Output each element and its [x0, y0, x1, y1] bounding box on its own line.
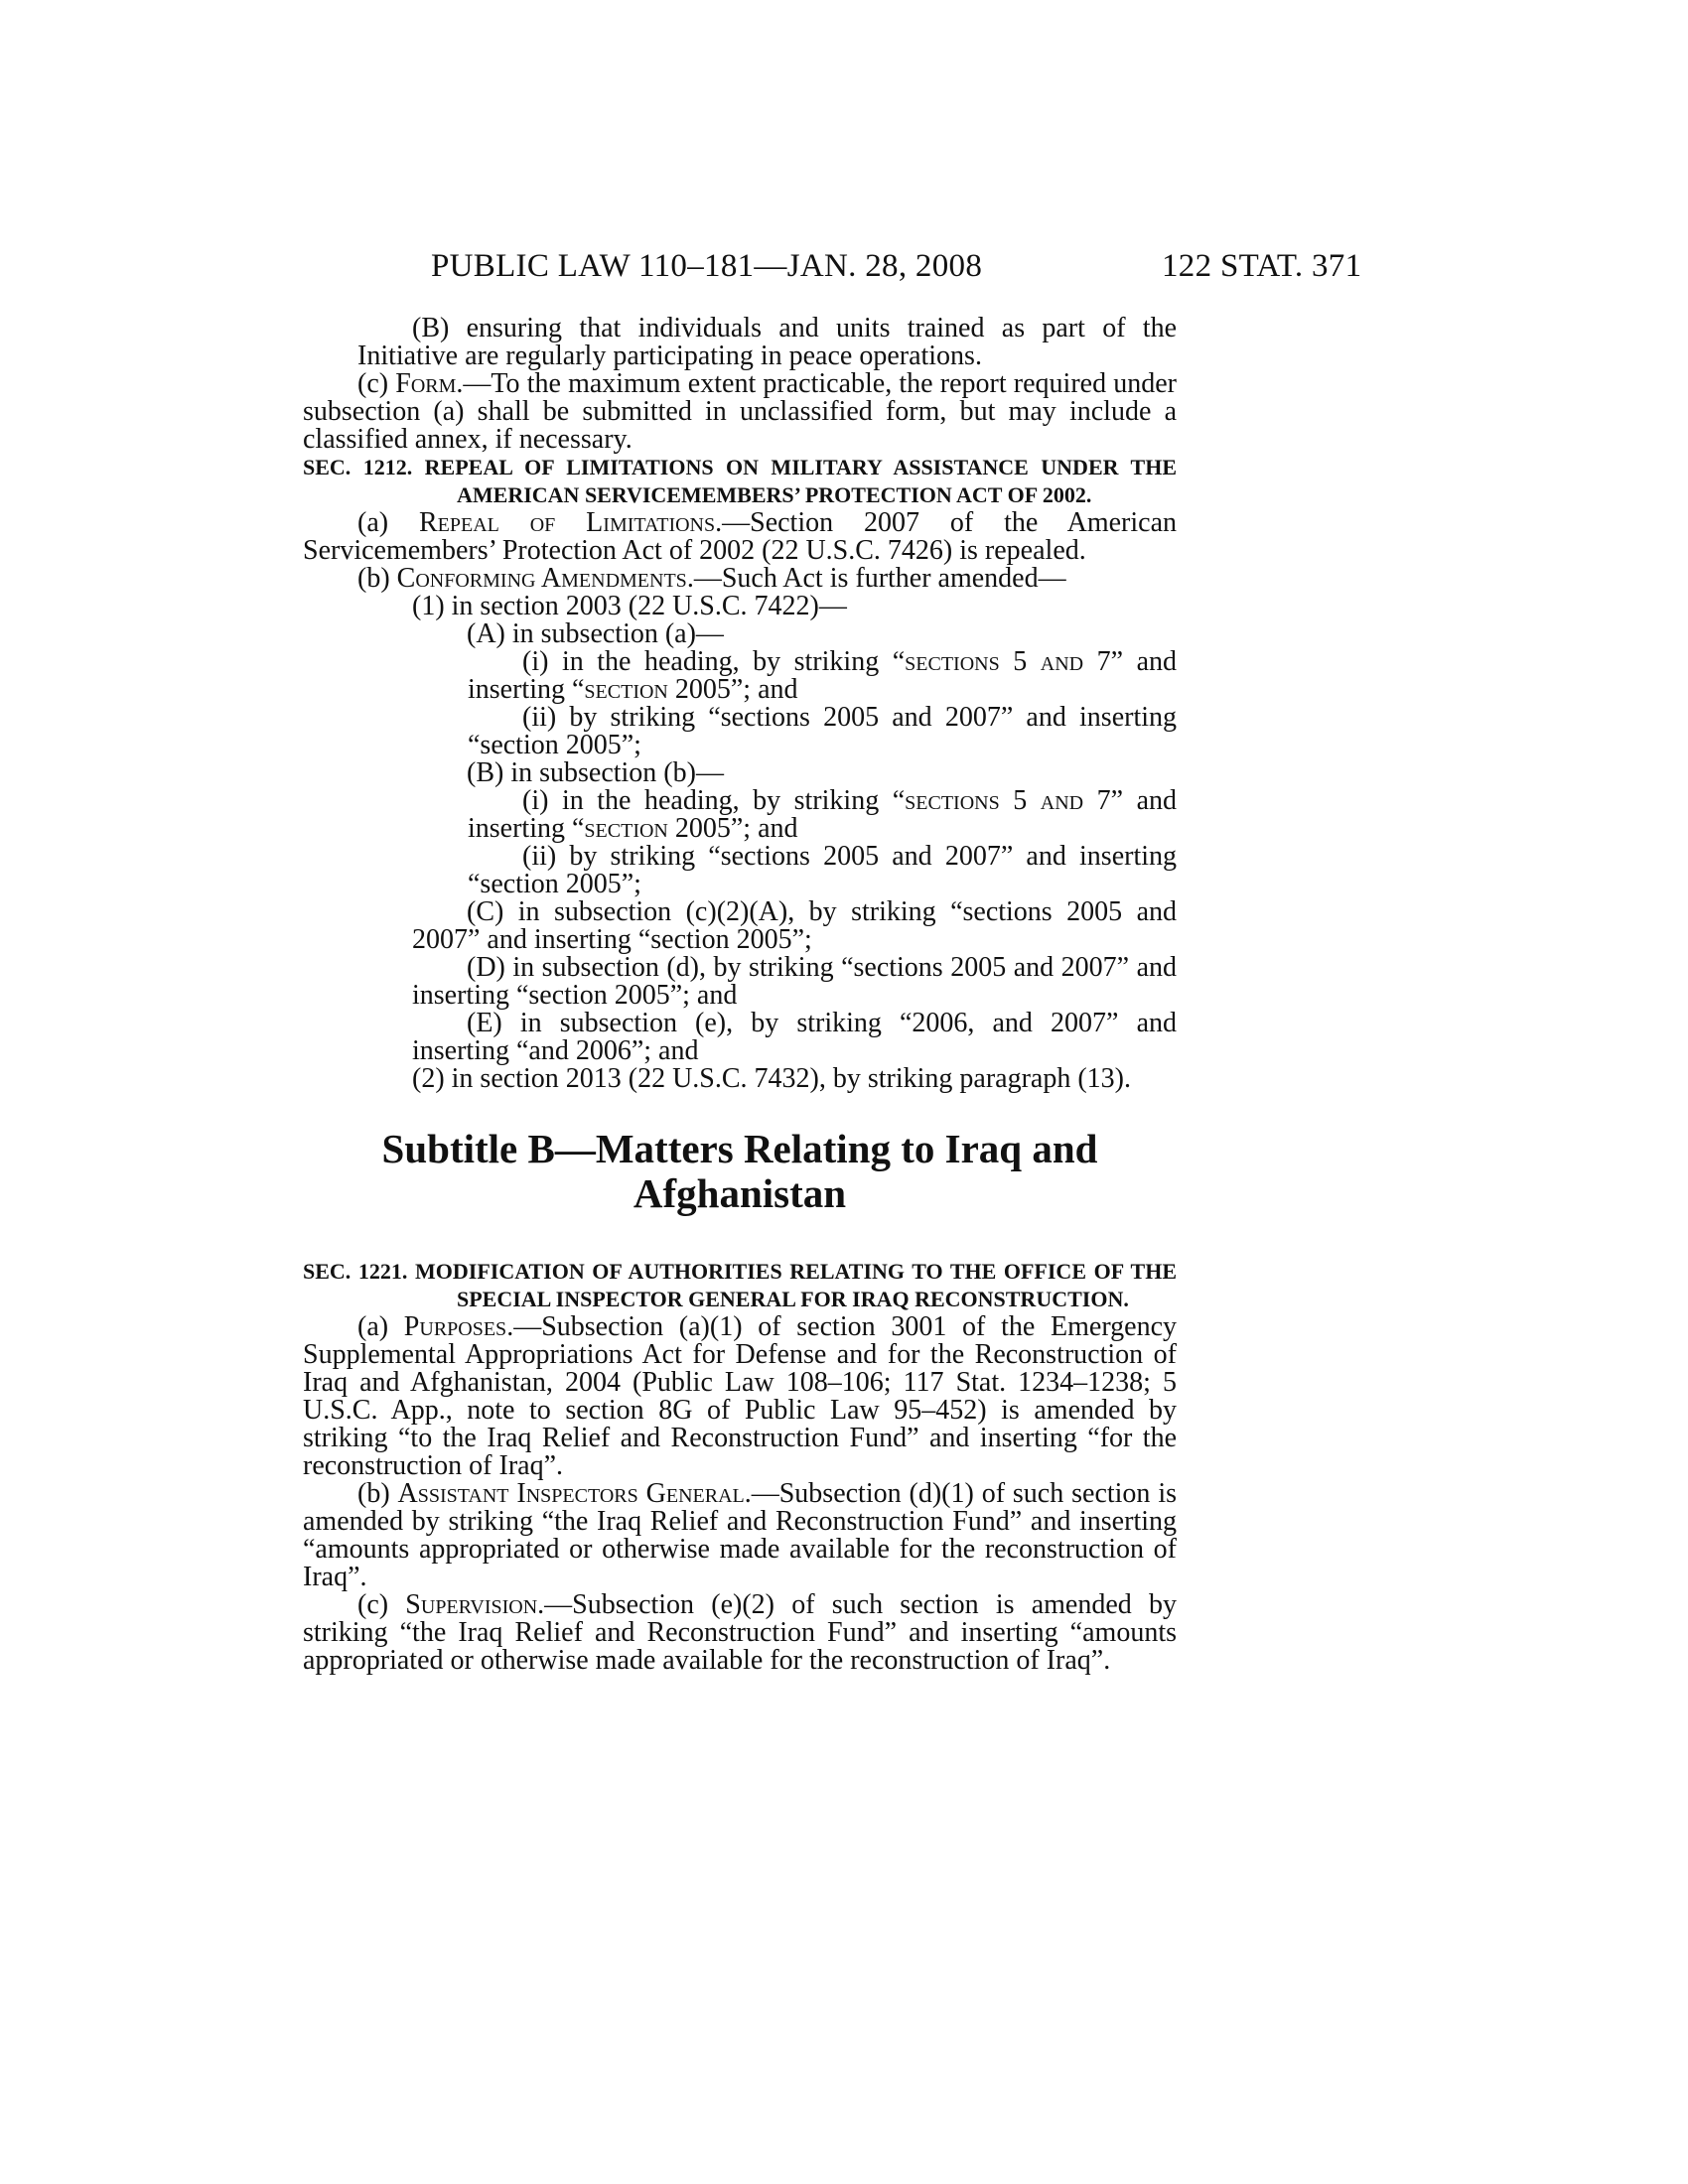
section-heading-1221: SEC. 1221. MODIFICATION OF AUTHORITIES RELATING TO THE OFFICE OF THE SPECIAL INSPECTOR GENERAL FOR IRAQ RECONSTRUCTION.: [303, 1259, 1177, 1311]
document-body: [303, 315, 1177, 1675]
section-heading-1212: SEC. 1212. REPEAL OF LIMITATIONS ON MILITARY ASSISTANCE UNDER THE AMERICAN SERVICEMEMBERS’ PROTECTION ACT OF 2002.: [303, 455, 1177, 507]
paragraph-text: .—Subsection (e)(2) of such section is amended by striking “the Iraq Relief and Reconstruction Fund” and inserting “amounts appropriated or otherwise made available for the reconstruction of Iraq”.: [303, 1589, 1177, 1676]
paragraph-heading: Form: [395, 368, 457, 399]
text-run: 7” and inserting “: [468, 646, 1177, 705]
paragraph-text: .—Subsection (a)(1) of section 3001 of the Emergency Supplemental Appropriations Act for Defense and for the Reconstruction of Iraq and Afghanistan, 2004 (Public Law 108–106; 117 Stat. 1234–1238; 5 U.S.C. App., note to section 8G of Public Law 95–452) is amended by striking “to the Iraq Relief and Reconstruction Fund” and inserting “for the reconstruction of Iraq”.: [303, 1311, 1177, 1481]
paragraph-b-conforming: [303, 565, 1177, 593]
small-caps-run: and: [1040, 646, 1084, 677]
small-caps-run: section: [584, 813, 668, 844]
paragraph-c-supervision: [303, 1591, 1177, 1675]
subtitle-heading: Subtitle B—Matters Relating to Iraq and Afghanistan: [381, 1126, 1098, 1216]
paragraph-heading: Assistant Inspectors General: [397, 1478, 745, 1509]
paragraph-text: .—Subsection (d)(1) of such section is amended by striking “the Iraq Relief and Reconstruction Fund” and inserting “amounts appropriated or otherwise made available for the reconstruction of Iraq”.: [303, 1478, 1177, 1592]
text-run: (i) in the heading, by striking “: [522, 785, 906, 816]
paragraph-c-form: [303, 370, 1177, 454]
paragraph-E: (E) in subsection (e), by striking “2006, and 2007” and inserting “and 2006”; and: [412, 1008, 1177, 1066]
paragraph-A-ii: (ii) by striking “sections 2005 and 2007” and inserting “section 2005”;: [468, 702, 1177, 760]
running-header-page-cite: 122 STAT. 371: [1162, 248, 1362, 284]
paragraph-label: (a): [357, 507, 419, 538]
small-caps-run: and: [1040, 785, 1084, 816]
paragraph-text: .—Section 2007 of the American Servicemembers’ Protection Act of 2002 (22 U.S.C. 7426) is repealed.: [303, 507, 1178, 566]
paragraph-text: .—Such Act is further amended—: [686, 563, 1066, 594]
small-caps-run: sections: [905, 646, 1000, 677]
paragraph-B-ii: (ii) by striking “sections 2005 and 2007” and inserting “section 2005”;: [468, 841, 1177, 899]
text-run: 5: [999, 785, 1041, 816]
text-run: 5: [999, 646, 1041, 677]
text-run: 7” and inserting “: [468, 785, 1177, 844]
text-run: 2005”; and: [667, 674, 798, 705]
paragraph-B-subsection-b: (B) in subsection (b)—: [467, 757, 724, 788]
paragraph-label: (c): [357, 1589, 406, 1620]
running-header-law: PUBLIC LAW 110–181—JAN. 28, 2008: [431, 248, 983, 284]
paragraph-b-ensuring: (B) ensuring that individuals and units trained as part of the Initiative are regularly participating in peace operations.: [357, 313, 1177, 371]
paragraph-1-section-2003: (1) in section 2003 (22 U.S.C. 7422)—: [412, 591, 847, 621]
paragraph-heading: Repeal of Limitations: [418, 507, 716, 538]
paragraph-A-subsection-a: (A) in subsection (a)—: [467, 618, 724, 649]
paragraph-B-i: [303, 787, 1177, 843]
paragraph-C: (C) in subsection (c)(2)(A), by striking “sections 2005 and 2007” and inserting “section 2005”;: [412, 896, 1177, 955]
paragraph-text: .—To the maximum extent practicable, the report required under subsection (a) shall be submitted in unclassified form, but may include a classified annex, if necessary.: [303, 368, 1177, 455]
small-caps-run: sections: [905, 785, 1000, 816]
paragraph-heading: Purposes: [403, 1311, 507, 1342]
paragraph-heading: Conforming Amendments: [396, 563, 687, 594]
paragraph-label: (b): [357, 1478, 398, 1509]
paragraph-b-assistant-inspectors: [303, 1480, 1177, 1591]
text-run: (i) in the heading, by striking “: [522, 646, 906, 677]
paragraph-heading: Supervision: [405, 1589, 538, 1620]
paragraph-label: (c): [357, 368, 396, 399]
paragraph-a-purposes: [303, 1313, 1177, 1480]
paragraph-A-i: [303, 648, 1177, 704]
paragraph-2-section-2013: (2) in section 2013 (22 U.S.C. 7432), by striking paragraph (13).: [412, 1063, 1131, 1094]
paragraph-a-repeal: [303, 509, 1177, 565]
paragraph-label: (b): [357, 563, 397, 594]
paragraph-label: (a): [357, 1311, 404, 1342]
text-run: 2005”; and: [667, 813, 798, 844]
small-caps-run: section: [584, 674, 668, 705]
paragraph-D: (D) in subsection (d), by striking “sections 2005 and 2007” and inserting “section 2005”; and: [412, 952, 1177, 1011]
